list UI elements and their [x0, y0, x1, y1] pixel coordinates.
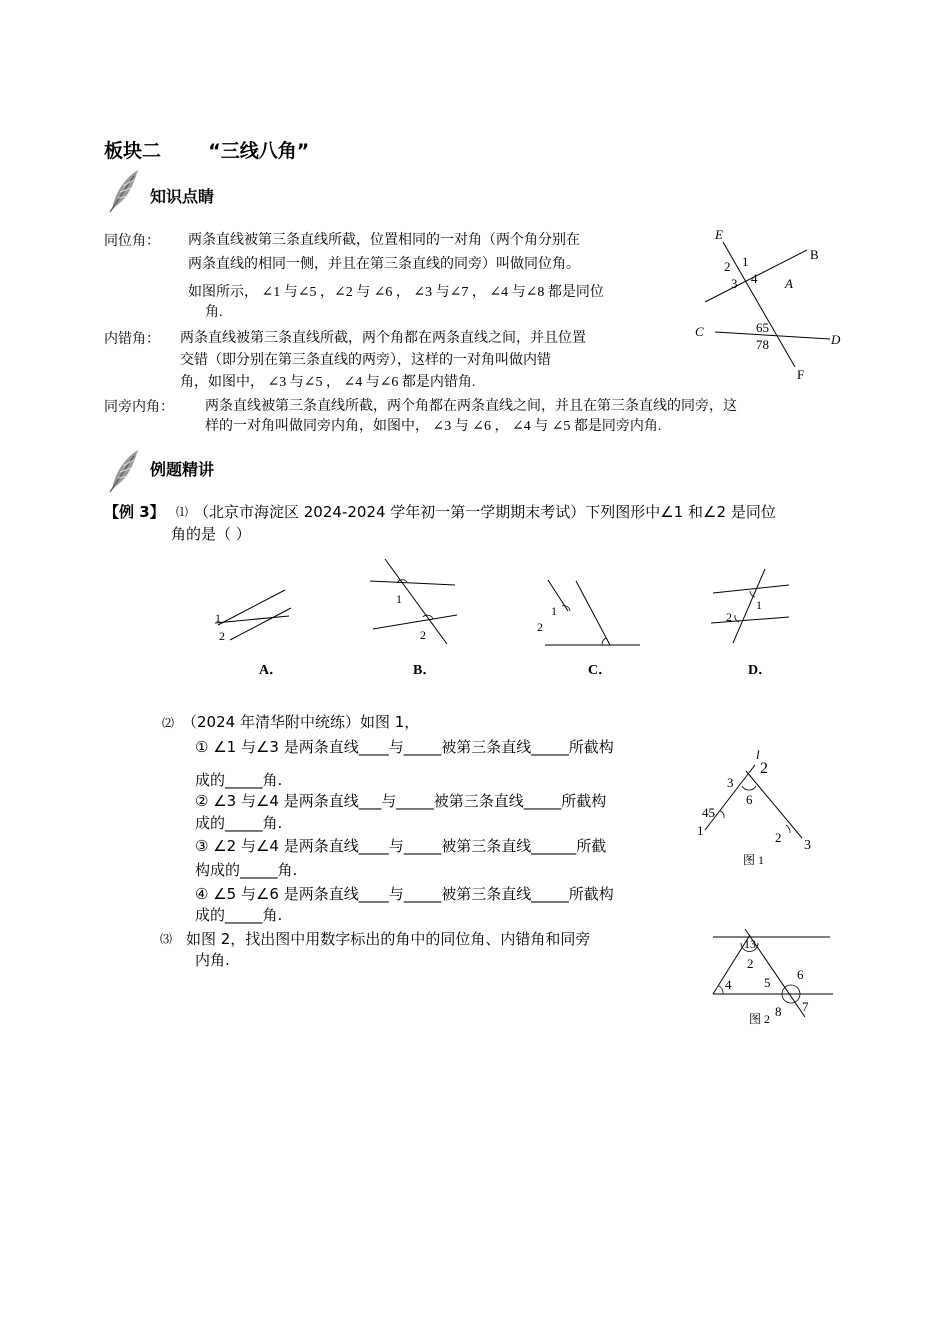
part2-item2-b: 成的_____角. — [195, 814, 283, 832]
def-same-term: 同旁内角： — [104, 399, 174, 415]
def-same-line2: 样的一对角叫做同旁内角，如图中， ∠3 与 ∠6 ， ∠4 与 ∠5 都是同旁内角. — [205, 419, 662, 434]
part3-line1: 如图 2，找出图中用数字标出的角中的同位角、内错角和同旁 — [186, 930, 591, 948]
opt-c-1: 1 — [551, 604, 557, 618]
def-alt-term: 内错角： — [104, 331, 160, 347]
fig1-45: 45 — [702, 805, 715, 820]
label-e: E — [715, 227, 723, 242]
part1-number: ⑴ — [176, 505, 189, 519]
part2-item1-a: ① ∠1 与∠3 是两条直线____与_____被第三条直线_____所截构 — [195, 738, 614, 756]
fig2-4: 4 — [725, 977, 732, 992]
option-a-label[interactable]: A． — [259, 663, 284, 678]
example-tag: 【例 3】 — [104, 503, 165, 521]
angle-78: 78 — [756, 337, 769, 352]
opt-b-1: 1 — [396, 592, 402, 606]
label-c: C — [695, 324, 704, 339]
option-d-label[interactable]: D． — [748, 663, 773, 678]
fig2-6: 6 — [797, 967, 804, 982]
block-title — [104, 136, 309, 163]
def-corr-line4: 角. — [205, 305, 223, 320]
fig2-5: 5 — [764, 975, 771, 990]
feather-icon — [104, 446, 144, 494]
option-b-label[interactable]: B． — [413, 663, 437, 678]
part2-intro: （2024 年清华附中统练）如图 1， — [182, 713, 420, 731]
fig1-l: l — [756, 747, 760, 762]
fig2-2: 2 — [747, 956, 754, 971]
angle-65: 65 — [756, 320, 769, 335]
part2-item4-a: ④ ∠5 与∠6 是两条直线____与_____被第三条直线_____所截构 — [195, 885, 614, 903]
fig1-l3: 3 — [804, 838, 811, 853]
opt-a-2: 2 — [219, 629, 225, 643]
opt-c-2: 2 — [537, 620, 543, 634]
option-d-figure — [705, 565, 795, 650]
topic-label: “三线八角” — [208, 140, 310, 162]
fig1-1: 1 — [697, 823, 704, 838]
fig1-caption: 图 1 — [743, 853, 765, 867]
opt-d-1: 1 — [756, 598, 762, 612]
def-corr-term: 同位角： — [104, 233, 160, 249]
block-label: 板块二 — [104, 140, 162, 162]
part2-item4-b: 成的_____角. — [195, 906, 283, 924]
main-figure — [685, 222, 850, 387]
fig1-6: 6 — [746, 792, 753, 807]
opt-d-2: 2 — [726, 610, 732, 624]
def-corr-line1: 两条直线被第三条直线所截，位置相同的一对角（两个角分别在 — [188, 233, 580, 248]
option-a-figure — [205, 578, 300, 648]
def-same-line1: 两条直线被第三条直线所截，两个角都在两条直线之间，并且在第三条直线的同旁，这 — [205, 399, 737, 414]
option-b-figure — [365, 555, 460, 650]
part1-line1: （北京市海淀区 2024-2024 学年初一第一学期期末考试）下列图形中∠1 和∠2 是同位 — [194, 503, 776, 521]
section-examples: 例题精讲 — [150, 460, 215, 479]
fig2-caption: 图 2 — [749, 1012, 771, 1026]
fig1-line-3 — [746, 771, 802, 838]
def-alt-line1: 两条直线被第三条直线所截，两个角都在两条直线之间，并且位置 — [180, 331, 586, 346]
part2-item1-b: 成的_____角. — [195, 771, 283, 789]
fig1-3: 3 — [727, 775, 734, 790]
figure-1 — [690, 745, 825, 875]
def-alt-line2: 交错（即分别在第三条直线的两旁），这样的一对角叫做内错 — [180, 353, 551, 368]
label-a: A — [785, 276, 793, 291]
angle-1: 1 — [742, 254, 749, 269]
angle-2: 2 — [724, 259, 731, 274]
part3-line2: 内角. — [195, 951, 230, 969]
angle-3: 3 — [731, 276, 738, 291]
def-corr-line3: 如图所示， ∠1 与∠5 ，∠2 与 ∠6 ， ∠3 与∠7 ， ∠4 与∠8 都是同位 — [188, 285, 604, 300]
part3-number: ⑶ — [160, 932, 173, 946]
part2-number: ⑵ — [162, 716, 175, 730]
line-cd — [715, 332, 830, 339]
part2-item3-a: ③ ∠2 与∠4 是两条直线____与_____被第三条直线______所截 — [195, 837, 607, 855]
option-c-label[interactable]: C． — [588, 663, 613, 678]
fig2-7: 7 — [802, 999, 809, 1014]
angle-4: 4 — [751, 271, 758, 286]
fig1-2: 2 — [775, 830, 782, 845]
option-c-figure — [530, 575, 645, 650]
label-f: F — [797, 367, 805, 382]
part2-item3-b: 构成的_____角. — [195, 861, 298, 879]
fig2-13: 13 — [744, 937, 756, 951]
fig2-8: 8 — [775, 1004, 782, 1019]
def-alt-line3: 角，如图中， ∠3 与∠5 ， ∠4 与∠6 都是内错角. — [180, 375, 476, 390]
figure-2 — [705, 925, 840, 1030]
fig1-l2: 2 — [760, 760, 768, 777]
feather-icon — [104, 166, 144, 214]
opt-a-1: 1 — [215, 611, 221, 625]
part1-line2: 角的是（ ） — [171, 525, 251, 543]
section-knowledge: 知识点睛 — [150, 187, 215, 206]
part2-item2-a: ② ∠3 与∠4 是两条直线___与_____被第三条直线_____所截构 — [195, 792, 607, 810]
label-b: B — [810, 247, 819, 262]
def-corr-line2: 两条直线的相同一侧，并且在第三条直线的同旁）叫做同位角。 — [188, 257, 580, 272]
opt-b-2: 2 — [420, 628, 426, 642]
label-d: D — [831, 332, 841, 347]
